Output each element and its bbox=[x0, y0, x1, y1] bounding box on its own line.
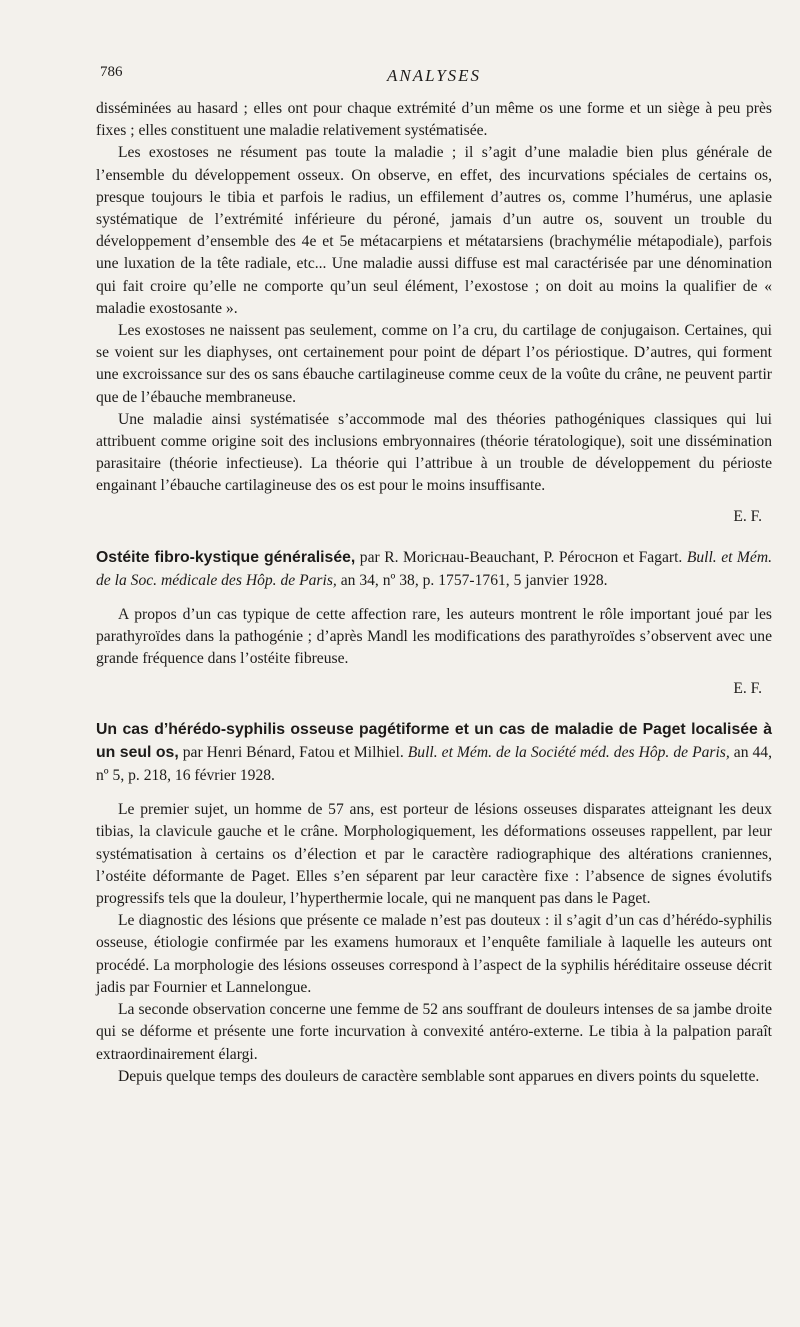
entry-reference: an 34, nº 38, p. 1757-1761, 5 janvier 1928. bbox=[340, 571, 608, 589]
review-paragraph: Le premier sujet, un homme de 57 ans, est porteur de lésions osseuses disparates atteignant les deux tibias, la clavicule gauche et le crâne. Morphologiquement, les déformations osseuses rappellent, par leur systématisation à certains os d’élection et par le caractère radiographique des altérations craniennes, l’ostéite déformante de Paget. Elles s’en séparent par leur caractère fixe : l’absence de signes évolutifs progressifs tels que la douleur, l’hyperthermie locale, qui ne manquent pas dans le Paget. bbox=[96, 801, 772, 908]
review-signature: E. F. bbox=[733, 680, 762, 698]
review-paragraph: Une maladie ainsi systématisée s’accommode mal des théories pathogéniques classiques qui lui attribuent comme origine soit des inclusions embryonnaires (théorie tératologique), soit une dissémination parasitaire (théorie infectieuse). La théorie qui l’attribue à un trouble de développement du périoste engainant l’ébauche cartilagineuse des os est pour le moins insuffisante. bbox=[96, 410, 772, 495]
review-paragraph: La seconde observation concerne une femme de 52 ans souffrant de douleurs intenses de sa jambe droite qui se déforme et présente une forte incurvation à convexité antéro-externe. Le tibia à la palpation paraît extraordinairement élargi. bbox=[96, 1001, 772, 1063]
entry-reference: an 44, nº 5, p. 218, 16 février 1928. bbox=[96, 744, 773, 785]
review-paragraph: Le diagnostic des lésions que présente ce malade n’est pas douteux : il s’agit d’un cas d’hérédo-syphilis osseuse, étiologie confirmée par les examens humoraux et l’enquête familiale à laquelle les auteurs ont procédé. La morphologie des lésions osseuses correspond à l’aspect de la syphilis héréditaire osseuse décrit jadis par Fournier et Lannelongue. bbox=[96, 912, 772, 996]
review-paragraph: disséminées au hasard ; elles ont pour chaque extrémité d’un même os une forme et un siège à peu près fixes ; elles constituent une maladie relativement systématisée. bbox=[96, 100, 772, 140]
review-signature: E. F. bbox=[733, 507, 762, 525]
entry-title: Un cas d’hérédo-syphilis osseuse pagétiforme et un cas de maladie de Paget localisée à un seul os, bbox=[96, 721, 772, 762]
review-paragraph: A propos d’un cas typique de cette affection rare, les auteurs montrent le rôle important joué par les parathyroïdes dans la pathogénie ; d’après Mandl les modifications des parathyroïdes s’observent avec une grande fréquence dans l’ostéite fibreuse. bbox=[96, 605, 772, 668]
review-paragraph: Depuis quelque temps des douleurs de caractère semblable sont apparues en divers points du squelette. bbox=[118, 1067, 760, 1085]
entry-citation: Bull. et Mém. de la Soc. médicale des Hôp. de Paris, bbox=[96, 548, 773, 589]
entry-heading bbox=[96, 718, 772, 787]
entry-title: Ostéite fibro-kystique généralisée, bbox=[96, 548, 356, 566]
entry-heading bbox=[96, 546, 772, 592]
entry-citation: Bull. et Mém. de la Société méd. des Hôp. de Paris, bbox=[407, 744, 730, 762]
page-header bbox=[96, 62, 772, 98]
review-exostoses bbox=[96, 98, 772, 528]
review-heredo-syphilis bbox=[96, 718, 772, 1088]
page-number: 786 bbox=[100, 64, 123, 80]
running-head: ANALYSES bbox=[386, 66, 482, 85]
entry-authors: par Henri Bénard, Fatou et Milhiel. bbox=[182, 744, 404, 762]
review-osteite-fibro-kystique bbox=[96, 546, 772, 701]
review-paragraph: Les exostoses ne résument pas toute la maladie ; il s’agit d’une maladie bien plus générale de l’ensemble du développement osseux. On observe, en effet, des incurvations spéciales de certains os, presque toujours le tibia et parfois le radius, un effilement d’autres os, comme l’humérus, une aplasie systématique de l’extrémité inférieure du péroné, jamais d’un autre os, souvent un trouble du développement d’ensemble des 4e et 5e métacarpiens et métatarsiens (brachymélie métapodiale), parfois une luxation de la tête radiale, etc... Une maladie aussi diffuse est mal caractérisée par une dénomination qui fait croire qu’elle ne comporte qu’un seul élément, l’exostose ; on doit au moins la qualifier de « maladie exostosante ». bbox=[96, 144, 772, 317]
entry-authors: par R. Moricнau-Beauchant, P. Pérocнon et Fagart. bbox=[359, 548, 683, 566]
review-paragraph: Les exostoses ne naissent pas seulement, comme on l’a cru, du cartilage de conjugaison. Certaines, qui se voient sur les diaphyses, ont certainement pour point de départ l’os périostique. D’autres, qui forment une excroissance sur des os sans ébauche cartilagineuse comme ceux de la voûte du crâne, ne peuvent partir que de l’ébauche membraneuse. bbox=[96, 322, 772, 406]
